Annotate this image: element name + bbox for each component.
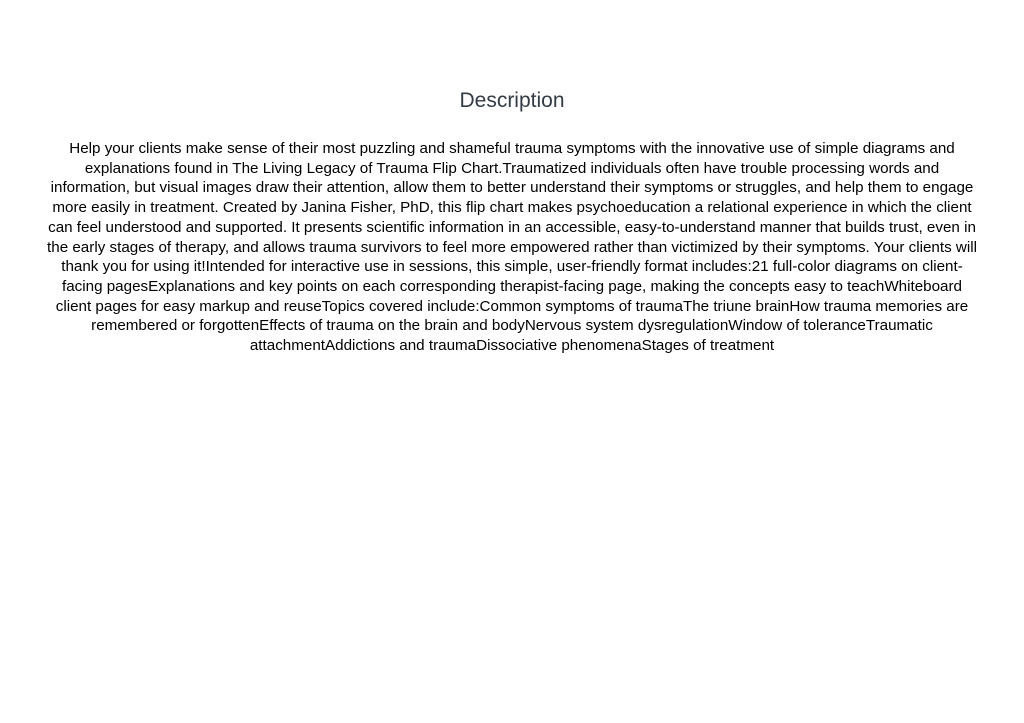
page-title: Description bbox=[459, 89, 565, 112]
description-paragraph: Help your clients make sense of their most puzzling and shameful trauma symptoms with the innovative use of simple diagrams and explanations found in The Living Legacy of Trauma Flip Chart.Traumatized individuals often have trouble processing words and information, but visual images draw their attention, allow them to better understand their symptoms or struggles, and help them to engage more easily in treatment. Created by Janina Fisher, PhD, this flip chart makes psychoeducation a relational experience in which the client can feel understood and supported. It presents scientific information in an accessible, easy-to-understand manner that builds trust, even in the early stages of therapy, and allows trauma survivors to feel more empowered rather than victimized by their symptoms. Your clients will thank you for using it!Intended for interactive use in sessions, this simple, user-friendly format includes:21 full-color diagrams on client-facing pagesExplanations and key points on each corresponding therapist-facing page, making the concepts easy to teachWhiteboard client pages for easy markup and reuseTopics covered include:Common symptoms of traumaThe triune brainHow trauma memories are remembered or forgottenEffects of trauma on the brain and bodyNervous system dysregulationWindow of toleranceTraumatic attachmentAddictions and traumaDissociative phenomenaStages of treatment bbox=[47, 140, 977, 355]
